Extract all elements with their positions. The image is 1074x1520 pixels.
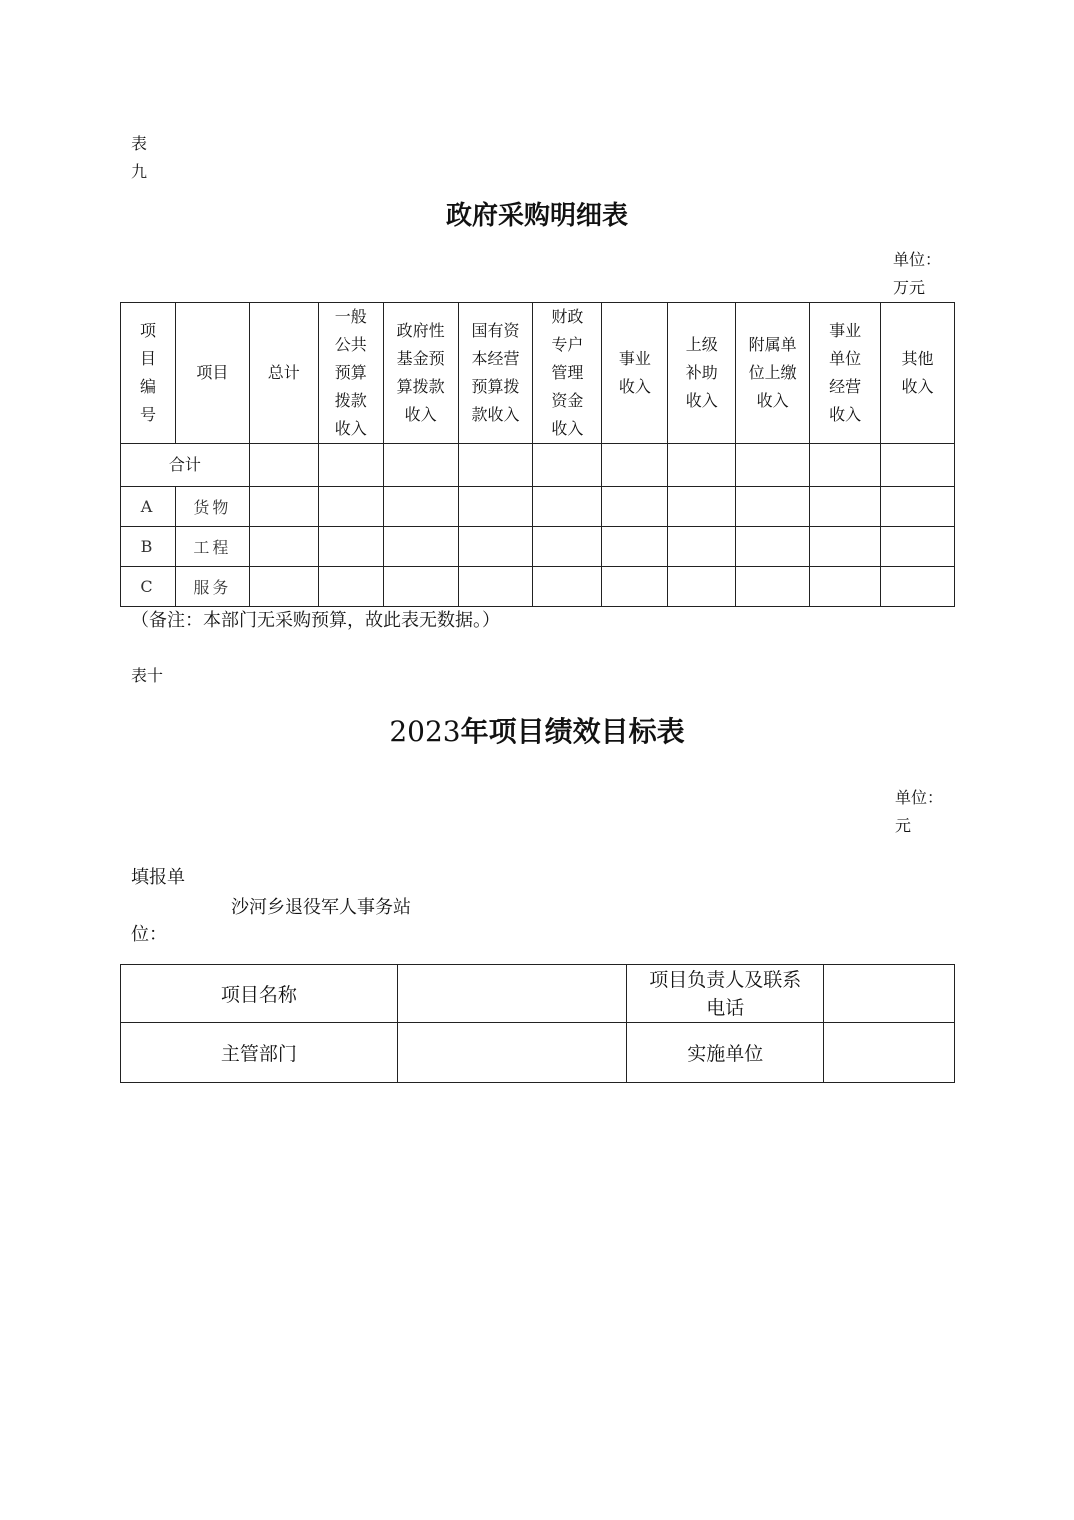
- header-text: 项目: [196, 363, 229, 382]
- header-project: [175, 303, 249, 444]
- table-cell: [881, 527, 955, 567]
- table-cell: [602, 567, 668, 607]
- table9-label-line1: 表: [131, 134, 148, 153]
- header-text: 其他: [901, 349, 934, 368]
- table-cell: [249, 567, 318, 607]
- header-text: 财政: [551, 307, 584, 326]
- header-text: 附属单: [748, 335, 797, 354]
- header-general-budget: [318, 303, 383, 444]
- table-cell: [249, 527, 318, 567]
- table-row: [121, 487, 955, 527]
- header-text: 上级: [685, 335, 718, 354]
- table9-title: 政府采购明细表: [445, 201, 628, 231]
- header-text: 预算: [334, 363, 367, 382]
- table-cell: [602, 487, 668, 527]
- table10-title-text: 年项目绩效目标表: [460, 715, 685, 748]
- table-row: [121, 527, 955, 567]
- table10-label: 表十: [131, 666, 164, 685]
- header-business-operation: [810, 303, 881, 444]
- table-cell: [249, 444, 318, 487]
- header-text: 款收入: [471, 405, 520, 424]
- table9-total-row: [121, 444, 955, 487]
- table-cell: [383, 567, 458, 607]
- table-cell: [736, 444, 810, 487]
- table-cell: [533, 527, 602, 567]
- table-cell: [810, 487, 881, 527]
- header-other-income: [881, 303, 955, 444]
- row-name: 工程: [175, 527, 249, 567]
- table-cell: [533, 567, 602, 607]
- implementing-unit-label: 实施单位: [627, 1023, 824, 1083]
- header-text: 收入: [829, 405, 862, 424]
- table10-unit-line2: 元: [895, 816, 912, 835]
- header-text: 算拨款: [396, 377, 445, 396]
- table-cell: [736, 487, 810, 527]
- header-text: 总计: [267, 363, 300, 382]
- table-cell: [383, 487, 458, 527]
- table-row: [121, 1023, 955, 1083]
- table-cell: [736, 567, 810, 607]
- header-business-income: [602, 303, 668, 444]
- performance-target-table: [120, 964, 955, 1083]
- header-text: 事业: [618, 349, 651, 368]
- header-text: 目: [139, 349, 156, 368]
- table-cell: [810, 527, 881, 567]
- header-text: 单位: [829, 349, 862, 368]
- table-cell: [318, 444, 383, 487]
- table-cell: [249, 487, 318, 527]
- table-cell: [318, 487, 383, 527]
- table-cell: [383, 527, 458, 567]
- project-name-label: 项目名称: [121, 965, 398, 1023]
- department-label: 主管部门: [121, 1023, 398, 1083]
- header-superior-subsidy: [668, 303, 736, 444]
- table-cell: [318, 527, 383, 567]
- row-code: B: [121, 527, 176, 567]
- header-text: 收入: [404, 405, 437, 424]
- responsible-label-line2: 电话: [706, 996, 745, 1019]
- row-code: C: [121, 567, 176, 607]
- header-text: 拨款: [334, 391, 367, 410]
- table9-note: （备注：本部门无采购预算，故此表无数据。）: [131, 610, 500, 631]
- table-cell: [458, 487, 533, 527]
- header-text: 号: [139, 405, 156, 424]
- table10-title-year: 2023: [389, 715, 461, 748]
- header-text: 管理: [551, 363, 584, 382]
- table-row: [121, 567, 955, 607]
- table9-unit-line2: 万元: [893, 278, 926, 297]
- header-total: [249, 303, 318, 444]
- header-text: 本经营: [471, 349, 520, 368]
- fill-unit-label-line2: 位：: [131, 924, 167, 945]
- header-text: 位上缴: [748, 363, 797, 382]
- row-name: 服务: [175, 567, 249, 607]
- department-value: [397, 1023, 627, 1083]
- table-cell: [668, 444, 736, 487]
- table-cell: [458, 444, 533, 487]
- table-cell: [810, 567, 881, 607]
- table-cell: [533, 487, 602, 527]
- table-cell: [533, 444, 602, 487]
- table-cell: [810, 444, 881, 487]
- header-text: 公共: [334, 335, 367, 354]
- table-cell: [881, 567, 955, 607]
- header-text: 事业: [829, 321, 862, 340]
- header-text: 收入: [901, 377, 934, 396]
- procurement-table: [120, 302, 955, 607]
- header-text: 国有资: [471, 321, 520, 340]
- responsible-person-value: [824, 965, 955, 1023]
- total-row-label: 合计: [121, 444, 250, 487]
- table-cell: [458, 527, 533, 567]
- table-cell: [668, 527, 736, 567]
- table-cell: [881, 444, 955, 487]
- header-fiscal-account: [533, 303, 602, 444]
- table-cell: [602, 444, 668, 487]
- fill-unit-value: 沙河乡退役军人事务站: [231, 897, 411, 918]
- header-text: 一般: [334, 307, 367, 326]
- header-text: 补助: [685, 363, 718, 382]
- table-cell: [602, 527, 668, 567]
- table10-unit-line1: 单位：: [895, 788, 944, 807]
- table-cell: [881, 487, 955, 527]
- header-text: 资金: [551, 391, 584, 410]
- table9-label-line2: 九: [131, 162, 148, 181]
- table-cell: [383, 444, 458, 487]
- header-text: 基金预: [396, 349, 445, 368]
- header-text: 收入: [551, 419, 584, 438]
- row-code: A: [121, 487, 176, 527]
- header-affiliated-unit: [736, 303, 810, 444]
- header-text: 专户: [551, 335, 584, 354]
- fill-unit-label-line1: 填报单: [131, 867, 185, 888]
- header-text: 政府性: [396, 321, 445, 340]
- row-name: 货物: [175, 487, 249, 527]
- header-text: 预算拨: [471, 377, 520, 396]
- header-text: 收入: [756, 391, 789, 410]
- header-text: 编: [139, 377, 156, 396]
- table-cell: [668, 487, 736, 527]
- table9-unit-line1: 单位：: [893, 250, 942, 269]
- table-cell: [668, 567, 736, 607]
- project-name-value: [397, 965, 627, 1023]
- implementing-unit-value: [824, 1023, 955, 1083]
- table-cell: [736, 527, 810, 567]
- header-state-capital: [458, 303, 533, 444]
- header-text: 项: [139, 321, 156, 340]
- header-text: 收入: [618, 377, 651, 396]
- table10-title: [0, 710, 1074, 758]
- header-text: 经营: [829, 377, 862, 396]
- table-cell: [458, 567, 533, 607]
- header-project-code: [121, 303, 176, 444]
- table9-header-row: [121, 303, 955, 444]
- header-gov-fund: [383, 303, 458, 444]
- responsible-label-line1: 项目负责人及联系: [649, 968, 802, 991]
- responsible-person-label: [627, 965, 824, 1023]
- table-cell: [318, 567, 383, 607]
- header-text: 收入: [334, 419, 367, 438]
- header-text: 收入: [685, 391, 718, 410]
- table-row: [121, 965, 955, 1023]
